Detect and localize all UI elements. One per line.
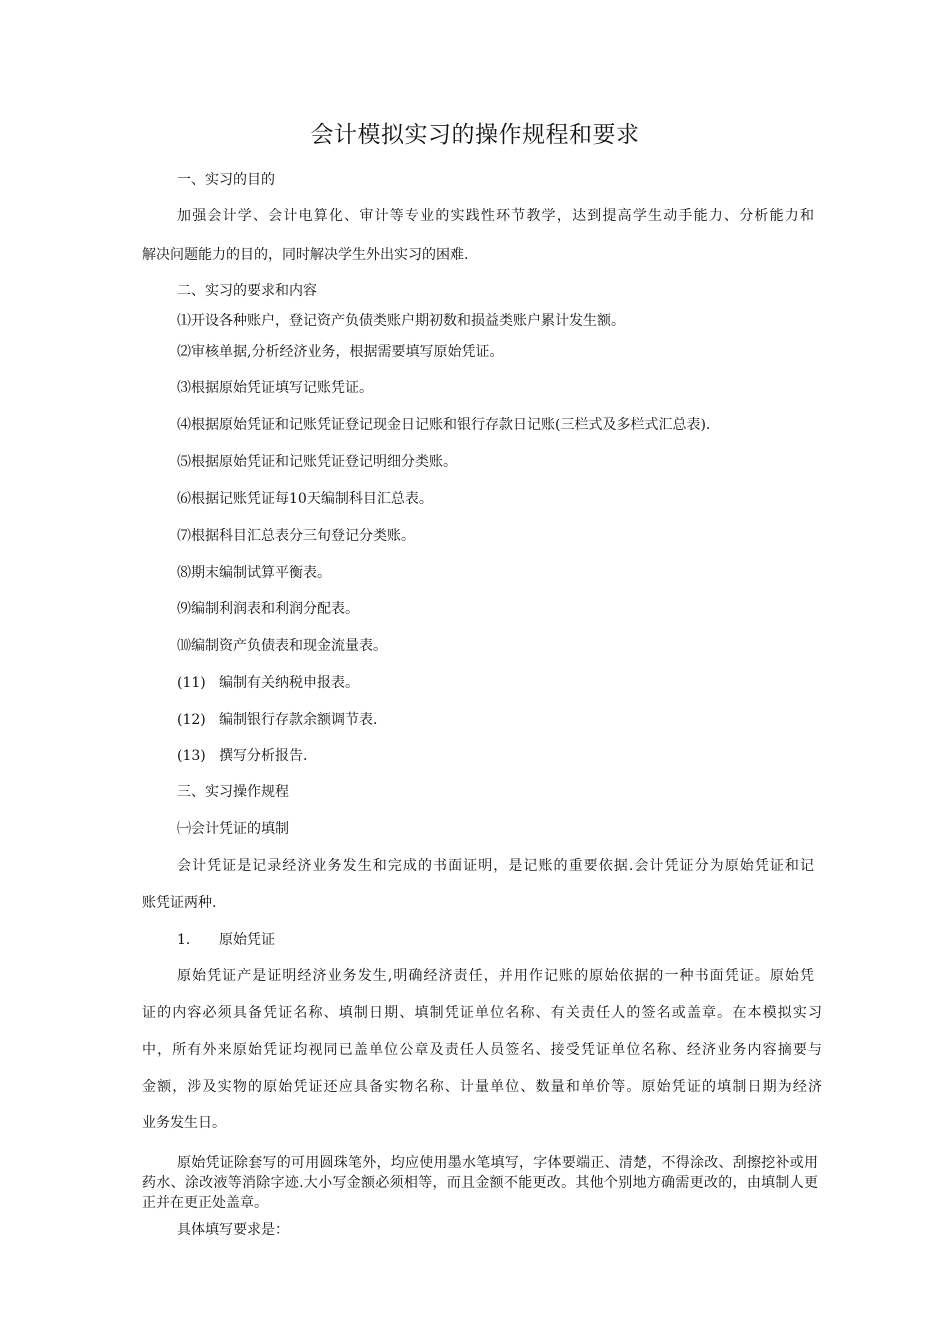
paragraph-line: 业务发生日。 <box>142 1115 226 1131</box>
page-title: 会计模拟实习的操作规程和要求 <box>310 122 640 148</box>
list-item-number: (12) <box>177 712 206 728</box>
list-item: ⑺根据科目汇总表分三旬登记分类账。 <box>177 528 415 544</box>
paragraph-line: 证的内容必须具备凭证名称、填制日期、填制凭证单位名称、有关责任人的签名或盖章。在本模拟实习 <box>142 1005 822 1021</box>
list-item-text: 编制有关纳税申报表。 <box>219 675 359 691</box>
paragraph-correction-rules: 原始凭证除套写的可用圆珠笔外，均应使用墨水笔填写，字体要端正、清楚，不得涂改、刮擦挖补或用药水、涂改液等消除字迹.大小写金额必须相等，而且金额不能更改。其他个别地方确需更改的，由填制人更正并在更正处盖章。 <box>142 1155 818 1211</box>
subsection-heading: ㈠会计凭证的填制 <box>177 821 289 837</box>
paragraph-line: 解决问题能力的目的，同时解决学生外出实习的困难. <box>142 247 469 263</box>
list-item <box>177 746 307 766</box>
paragraph-line: 加强会计学、会计电算化、审计等专业的实践性环节教学，达到提高学生动手能力、分析能力和 <box>177 208 814 224</box>
paragraph-line: 账凭证两种. <box>142 895 217 911</box>
numbered-heading-number: 1. <box>177 932 191 948</box>
paragraph-line: 原始凭证产是证明经济业务发生,明确经济责任，并用作记账的原始依据的一种书面凭证。原始凭 <box>177 968 814 984</box>
list-item-text: 编制银行存款余额调节表. <box>219 712 378 728</box>
paragraph-line: 中，所有外来原始凭证均视同已盖单位公章及责任人员签名、接受凭证单位名称、经济业务内容摘要与 <box>142 1042 822 1058</box>
list-item-text: 撰写分析报告. <box>219 748 308 764</box>
section-heading-requirements: 二、实习的要求和内容 <box>177 283 317 299</box>
paragraph-line: 具体填写要求是： <box>177 1222 289 1238</box>
list-item <box>177 710 377 730</box>
numbered-heading <box>177 930 275 950</box>
list-item: ⑴开设各种账户，登记资产负债类账户期初数和损益类账户累计发生额。 <box>177 313 625 329</box>
list-item <box>177 673 359 693</box>
list-item-number: (13) <box>177 748 206 764</box>
list-item: ⑼编制利润表和利润分配表。 <box>177 601 359 617</box>
list-item: ⑹根据记账凭证每10天编制科目汇总表。 <box>177 491 433 507</box>
list-item-number: (11) <box>177 675 206 691</box>
paragraph-line: 会计凭证是记录经济业务发生和完成的书面证明，是记账的重要依据.会计凭证分为原始凭证和记 <box>177 858 814 874</box>
section-heading-procedures: 三、实习操作规程 <box>177 784 289 800</box>
list-item: ⑽编制资产负债表和现金流量表。 <box>177 638 387 654</box>
section-heading-purpose: 一、实习的目的 <box>177 172 275 188</box>
numbered-heading-text: 原始凭证 <box>219 932 275 948</box>
list-item: ⑶根据原始凭证填写记账凭证。 <box>177 380 373 396</box>
list-item: ⑷根据原始凭证和记账凭证登记现金日记账和银行存款日记账(三栏式及多栏式汇总表). <box>177 417 711 433</box>
list-item: ⑵审核单据,分析经济业务，根据需要填写原始凭证。 <box>177 344 504 360</box>
list-item: ⑻期末编制试算平衡表。 <box>177 565 331 581</box>
paragraph-line: 金额，涉及实物的原始凭证还应具备实物名称、计量单位、数量和单价等。原始凭证的填制日期为经济 <box>142 1079 822 1095</box>
list-item: ⑸根据原始凭证和记账凭证登记明细分类账。 <box>177 454 457 470</box>
